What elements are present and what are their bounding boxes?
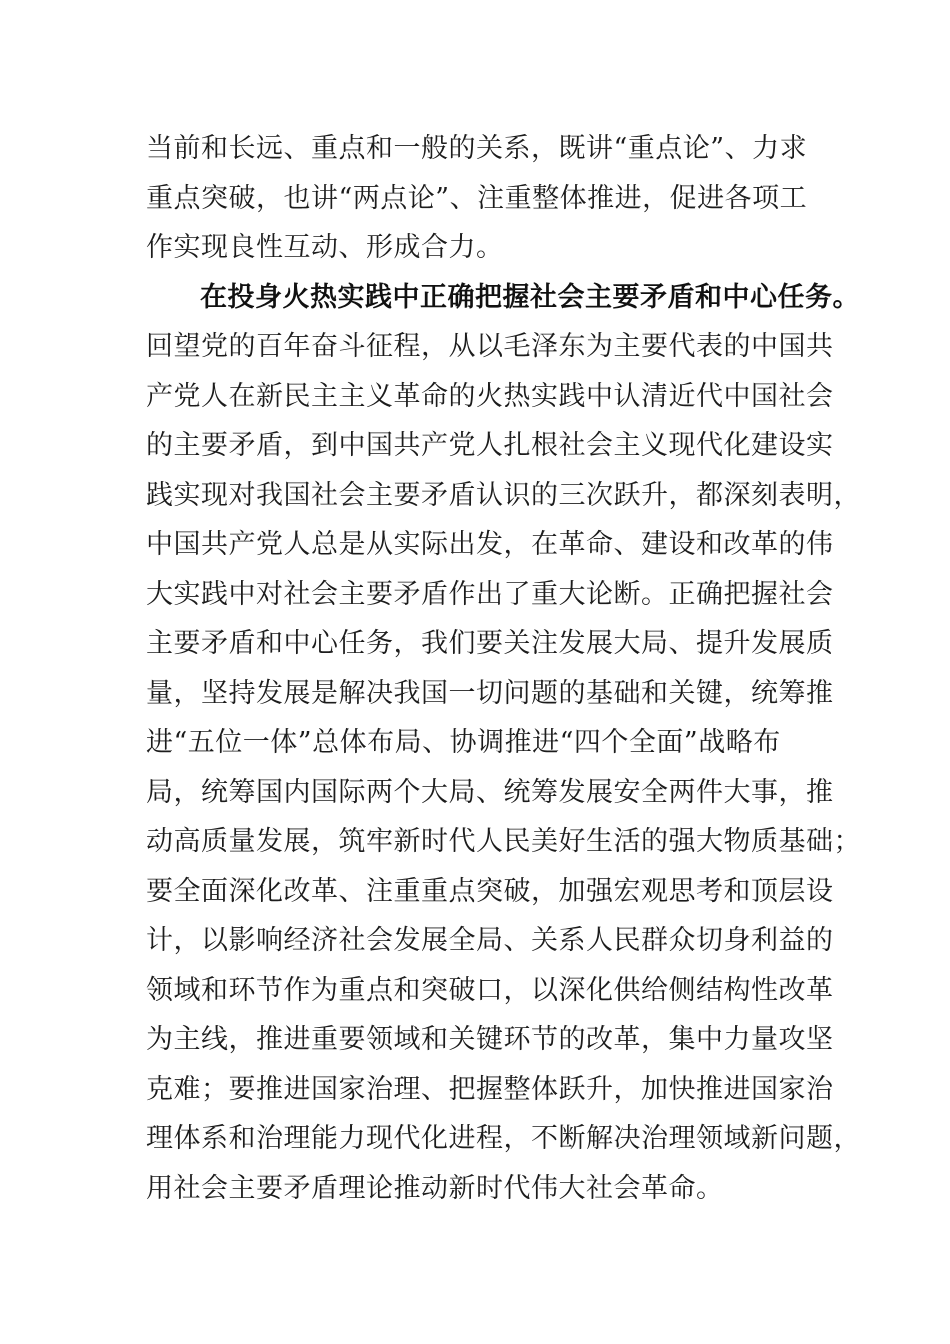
- document-body: [146, 124, 861, 1213]
- text-line: 理体系和治理能力现代化进程，不断解决治理领域新问题，: [146, 1123, 861, 1154]
- section-heading: 在投身火热实践中正确把握社会主要矛盾和中心任务。: [200, 281, 860, 313]
- text-line: 为主线，推进重要领域和关键环节的改革，集中力量攻坚: [146, 1024, 834, 1055]
- text-line: 要全面深化改革、注重重点突破，加强宏观思考和顶层设: [146, 875, 834, 907]
- text-line: 践实现对我国社会主要矛盾认识的三次跃升，都深刻表明，: [146, 479, 861, 511]
- text-line: 用社会主要矛盾理论推动新时代伟大社会革命。: [146, 1172, 724, 1204]
- text-line: 大实践中对社会主要矛盾作出了重大论断。正确把握社会: [146, 578, 834, 610]
- text-line: 的主要矛盾，到中国共产党人扎根社会主义现代化建设实: [146, 430, 834, 461]
- text-line: 回望党的百年奋斗征程，从以毛泽东为主要代表的中国共: [146, 331, 834, 362]
- text-line: 当前和长远、重点和一般的关系，既讲“重点论”、力求: [146, 133, 808, 164]
- text-line: 克难；要推进国家治理、把握整体跃升，加快推进国家治: [146, 1073, 834, 1105]
- text-line: 局，统筹国内国际两个大局、统筹发展安全两件大事，推: [146, 776, 834, 808]
- text-line: 计，以影响经济社会发展全局、关系人民群众切身利益的: [146, 925, 834, 956]
- text-line: 领域和环节作为重点和突破口，以深化供给侧结构性改革: [146, 974, 834, 1006]
- text-line: 重点突破，也讲“两点论”、注重整体推进，促进各项工: [146, 182, 808, 214]
- text-line: 中国共产党人总是从实际出发，在革命、建设和改革的伟: [146, 529, 834, 560]
- section-heading-line: [146, 273, 860, 323]
- text-line: 量，坚持发展是解决我国一切问题的基础和关键，统筹推: [146, 677, 834, 709]
- text-line: 主要矛盾和中心任务，我们要关注发展大局、提升发展质: [146, 628, 834, 659]
- text-line: 进“五位一体”总体布局、协调推进“四个全面”战略布: [146, 727, 781, 758]
- text-line: 作实现良性互动、形成合力。: [146, 232, 504, 263]
- text-line: 动高质量发展，筑牢新时代人民美好生活的强大物质基础；: [146, 826, 861, 857]
- text-line: 产党人在新民主主义革命的火热实践中认清近代中国社会: [146, 380, 834, 412]
